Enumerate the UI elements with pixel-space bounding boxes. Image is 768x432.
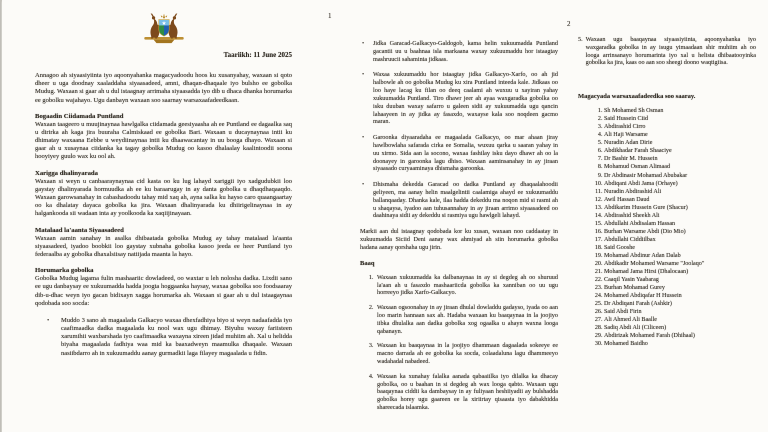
section-heading-bogaadin: Bogaadin Ciidamada Puntland [35, 112, 124, 120]
signatory: 3. Abdirashid Cirro [604, 123, 756, 131]
page-number-2: 2 [567, 20, 571, 28]
baaq-item-5-number: 5. [578, 36, 583, 43]
signatory: 29. Abdirizak Mohamed Farah (Dhihaal) [604, 332, 756, 340]
bullet-text: Waxaa xukuumaddu hor istaagtay jidka Galkacyo-Xarfo, oo ah jid halbowle ah oo gobolka Mudug ku xira Puntland inteeda kale. Jidkaas oo loo haye lacag ku filan oo deeq caalami ah wuxuu u xayiran yahay xukuumadda Puntland. Tiro dhawr jeer ah ayaa waxgaradka gobolka oo isku duuban waxay safarro u galeen sidii ay xukuumadda ugu qancin lahaayeen in ay jidka ay fasaxdo, waxayse kala soo noqdeen gacmo maran. [373, 71, 558, 126]
names-heading: Magacyada warsaxaafadeedka soo saaray. [578, 93, 696, 101]
signatory: 5. Nuradin Adan Dirie [604, 139, 756, 147]
signatory: 17. Abdullahi Ciddiilbax [604, 236, 756, 244]
bullet-icon: • [362, 181, 365, 189]
page-number-1: 1 [328, 12, 332, 20]
section-body-matalaad: Waxaan aamin sanahay in asalka dhibaatada gobolka Mudug ay tahay matalaad la'aanta siyaasadeed, iyadoo boobkii loo gaystay xubnaha gobolka kasoo jeeda ee heer Puntland iyo federaalba ay gobolka dhaxalsiisay natiijada maanta la hayo. [35, 234, 292, 258]
baaq-item: 2. Waxaan ogsoonahay in ay jiraan dhulal dowladdu gadayso, iyada oo aan loo marin hannaan sax ah. Hadaba waxaan ku baaqaynaa in la joojiyo iibka dhulalka aan dadka gobolka xog ogaalka u ahayn waxna looga qabanayn. [375, 304, 558, 335]
bullet-text: Dhismaha dekedda Garacad oo dadka Puntland ay dhaqaalahoodii geliyeen, ma aanay helin maalgelintii caalamiga ahayd ee xukuumaddu ballanqaaday. Dhanka kale, ilaa hadda dekeddu ma noqon mid si rasmi ah u shaqaysa, iyadoo aan tuhusannahay in ay jiraan arrimo siyaasadeed oo daahinaya sidii ay dekeddu si rasmiya ugu hawlgeli lahayd. [373, 181, 558, 220]
section-body-xarigga: Waxaan si weyn u canbaaraynaynaa cid kasta oo ku lug lahayd xariggii iyo xadgudubkii loo gaystay dhalinyarada hormuudka ah ee ku baraarugay in ay danta gobolka u dhaqdhaqaaqdo. Waxaan garowsanahay in cabashadoodu tahay mid xaq ah, ayna salka ku hayso caro quaangaartay oo ka dhalatay dayaca gobolka ka jira. Waxaan dhalinyarada ku dhiirigelinaynaa in ay halgankooda sii wadaan inta ay yoolkooda ka xaqiijinayaan. [35, 177, 292, 218]
section-body-bogaadin: Waxaan taageero u muujinaynaa hawlgalka ciidamada geesiyaasha ah ee Puntland ee dagaalka saq u dirirka ah kaga jira buuraha Calmiskaad ee gobolka Bari. Waxaan u ducaynaynaa intii ku dhimatay waxaana Eebbe u weydiinaynaa intii ku dhaawacantay in uu booga dhayo. Waxaan si gaar ah u xusaynaa ciidanka ka tagay gobolka Mudug oo kasoo dhalaalay kaalintoodii soona hooyiyey guulo wax ku ool ah. [35, 120, 292, 161]
signatory: 10. Abdiqani Abdi Jama (Orhaye) [604, 180, 756, 188]
bullet-text: Garoonka diyaaradaha ee magaalada Galkacyo, oo mar ahaan jiray hawlbowlaha safarada cirka ee Somalia, wuxuu qarka u saaran yahay in uu xirmo. Sida aan la socono, waxaa fashilay isku dayo dhawr ah oo la doonayey in garoonka lagu dhiso. Waxaan aaminsanahay in ay jiraan siyaasado curyaaminaya dhismaha garoonka. [373, 134, 558, 173]
baaq-list [360, 274, 558, 412]
section-heading-matalaad: Matalaad la'aanta Siyaasadeed [35, 226, 124, 234]
signatory: 13. Abdikarim Hussein Gure (Shacur) [604, 204, 756, 212]
signatory: 6. Abdikhadar Farah Shaaciye [604, 147, 756, 155]
signatory: 7. Dr Bashir M. Hussein [604, 155, 756, 163]
baaq-item: 3. Waxaan ku baaqaynaa in la joojiyo dhammaan dagaalada sokeeye ee macno darrada ah ee gobolka ka socda, colaadaluna lagu dhammeeyo wadahadal nabadeed. [375, 342, 558, 365]
signatory: 27. Ali Ahmed Ali Baalle [604, 316, 756, 324]
bullet-icon: • [362, 71, 365, 79]
bullet-icon: • [362, 134, 365, 142]
signatory: 1. Sh Mohamed Sh Osman [604, 107, 756, 115]
intro-paragraph: Annagoo ah siyaasiyiinta iyo aqoonyahanka magacyadoodu hoos ku xusanyahay, waxaan si qoto dheer u uga doodnay xaaladdaha siyaasadeed, amni, dhaqan-dhaqaale iyo bulsho ee gobolka Mudug. Waxaan si gaar ah u dul istaagnay arrimaha siyaasadda iyo dib u dhaca dhanka horumarka ee gobolku wajahayo. Ugu danbayn waxaan soo saarnay warsaxaafadeedkaan. [35, 71, 292, 104]
signatory: 21. Mohamad Jama Hirsi (Dhalocaan) [604, 268, 756, 276]
baaq-item-5-text: Waxaan ugu baaqaynaa siyaasiyiinta, aqoonyahanka iyo waxgaradka gobolka in ay isugu yimaadaan shir muhiim ah oo looga arrinsanayo horumarinta iyo xal u helista dhibaatooyinka gobolka ka jira, kaas oo aan soo sheegi doono waqtigiisa. [585, 36, 756, 67]
page-1 [2, 0, 342, 432]
signatory: 8. Mohamud Osman Alimaad [604, 163, 756, 171]
bullet-item [360, 71, 558, 126]
signatory: 18. Said Gooshe [604, 244, 756, 252]
section-heading-horumarka: Horumarka gobolka [35, 267, 94, 275]
signatory: 16. Burhan Warsame Abdi (Dio Mio) [604, 228, 756, 236]
signatory: 2. Said Hussein Ciid [604, 115, 756, 123]
bullet-item [360, 134, 558, 173]
signatory: 11. Nuradin Abdirashid Ali [604, 188, 756, 196]
signatory: 25. Dr Abdiqani Farah (Ashkir) [604, 300, 756, 308]
coat-of-arms-emblem-icon [135, 8, 193, 44]
signatory: 14. Abdirashid Sheekh Ali [604, 212, 756, 220]
emblem-base [144, 37, 183, 43]
emblem-crest [160, 14, 166, 19]
closing-paragraph: Markii aan dul istaagnay qodobada kor ku xusan, waxaan noo caddaatay in xukuumadda Siciid Deni aanay wax ahmiyad ah siin horumarka gobolka hadana aanay qorshaha ugu jirin. [360, 228, 558, 251]
signatory: 4. Ali Haji Warsame [604, 131, 756, 139]
signatory: 19. Mohamad Abdinur Adan Dalab [604, 252, 756, 260]
page-2 [342, 0, 568, 432]
baaq-item-5 [578, 36, 756, 67]
baaq-item: 1. Waxaan xukuumadda ka dalbanaynaa in ay si degdeg ah oo shuruud la'aan ah u fasaxdo mashaariicda gobolka ka xanniban oo uu ugu horreeyo jidka Xarfo-Galkacyo. [375, 274, 558, 297]
baaq-item: 4. Waxaan ka xunahay falalka aanada qabaaiilka iyo dilalka ka dhacay gobolka, oo u baahan in si degdeg ah wax looga qabto. Waxaan ugu baaqaynaa ciddii ka dambaysay in ay fuliyaan heshiiyadii ay bulshadda gobolka horey ugu gaareen ee la xiriirtay qisaasta iyo dabakhidda shareecada islaamka. [375, 373, 558, 412]
baaq-heading: Baaq [360, 259, 375, 267]
signatory: 26. Said Abdi Firin [604, 308, 756, 316]
signatory: 20. Abdikadir Mohamed Warsame "Joolaqo" [604, 260, 756, 268]
bullet-icon: • [47, 316, 50, 324]
signatory: 24. Mohamed Abdiqafar H Hussein [604, 292, 756, 300]
section-heading-xarigga: Xarigga dhalinyarada [35, 169, 98, 177]
signatory: 28. Sadiq Abdi Ali (Ciliceen) [604, 324, 756, 332]
signatory: 9. Dr Abdinasir Mohamad Abubakar [604, 172, 756, 180]
emblem-shield [158, 20, 168, 37]
bullet-item [35, 317, 292, 358]
bullet-item [360, 40, 558, 63]
signatory: 30. Mohamed Baidho [604, 340, 756, 348]
bullet-item [360, 181, 558, 220]
signatory: 15. Abdullahi Abdisalam Hassan [604, 220, 756, 228]
signatory: 12. Awil Hassan Daud [604, 196, 756, 204]
bullet-text: Jidka Garacad-Galkacyo-Galdogob, kama helin xukuumadda Puntland gacantii uu u baahnaa isla markaana waxay xukuumaddu hor istaagtay mashruucii sahaminta jidkaas. [373, 40, 558, 63]
page-3 [568, 0, 768, 432]
signatories-list [578, 107, 756, 348]
section-body-horumarka: Gobolka Mudug lagama fulin mashaariic dowladeed, oo waxtar u leh nolosha dadka. Lixdii sano ee ugu danbaysay ee xukuumadda hadda joogta hoggaanka haysay, waxaa gobolka soo foodsaaray dib-u-dhac weyn iyo gacan bidixayn xagga horumarka ah. Waxaan si gaar ah u dul istaagaynaa qodobada soo socda: [35, 275, 292, 307]
bullet-icon: • [362, 40, 365, 47]
date-line: Taariikh: 11 June 2025 [223, 50, 292, 59]
signatory: 23. Burhan Mohamad Gurey [604, 284, 756, 292]
bullet-text: Muddo 3 sano ah magaalada Galkacyo waxaa dhexfadhiya biyo si weyn nadaafadda iyo caafimaadka dadka magaalada ku nool wax ugu dhimay. Biyuhu waxay fariisteen xarumihii waxbarshada iyo caafimaadka waxayna xireen jidad muhiim ah. Xal u helidda biyaha magaalada fadhiya waa mid ka baaxadweyn maamulka dhaqaale. Waxaan nasiibdarro ah in xukuumaddu aanay gurmadkii laga filayey magaalada u fidin. [61, 316, 292, 357]
signatory: 22. Caaqil Yasin Yaabarag [604, 276, 756, 284]
